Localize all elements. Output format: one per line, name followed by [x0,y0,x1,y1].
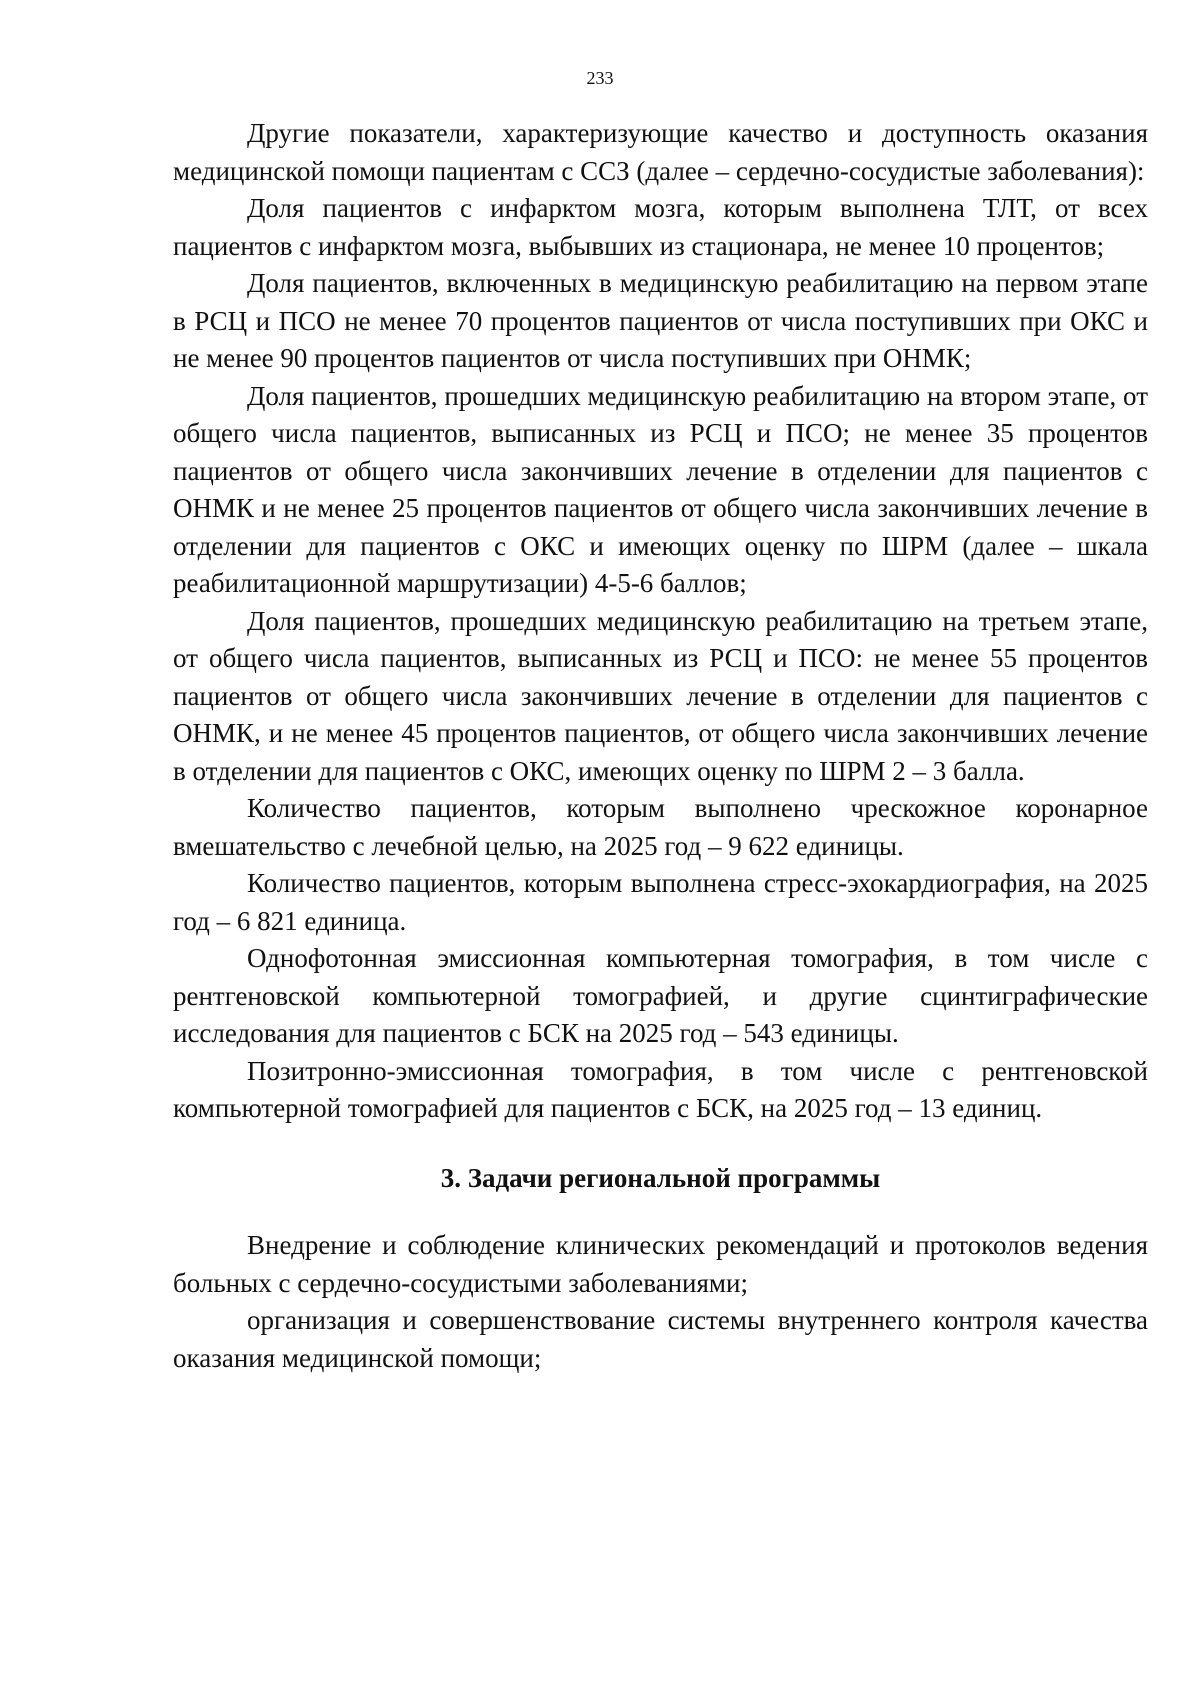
paragraph-rehab-stage-one: Доля пациентов, включенных в медицинскую реабилитацию на первом этапе в РСЦ и ПСО не менее 70 процентов пациентов от числа поступивших при ОКС и не менее 90 процентов пациентов от числа поступивших при ОНМК; [173,268,1148,373]
paragraph-rehab-stage-three: Доля пациентов, прошедших медицинскую реабилитацию на третьем этапе, от общего числа пациентов, выписанных из РСЦ и ПСО: не менее 55 процентов пациентов от общего числа закончивших лечение в отделении для пациентов с ОНМК, и не менее 45 процентов пациентов, от общего числа закончивших лечение в отделении для пациентов с ОКС, имеющих оценку по ШРМ 2 – 3 балла. [173,605,1148,786]
paragraph-stress-echo-count: Количество пациентов, которым выполнена стресс-эхокардиография, на 2025 год – 6 821 единица. [173,868,1148,936]
paragraph-rehab-stage-two: Доля пациентов, прошедших медицинскую реабилитацию на втором этапе, от общего числа пациентов, выписанных из РСЦ и ПСО; не менее 35 процентов пациентов от общего числа закончивших лечение в отделении для пациентов с ОНМК и не менее 25 процентов пациентов от общего числа закончивших лечение в отделении для пациентов с ОКС и имеющих оценку по ШРМ (далее – шкала реабилитационной маршрутизации) 4-5-6 баллов; [173,380,1148,598]
section-heading: 3. Задачи региональной программы [440,1162,881,1193]
paragraph-tlt-share: Доля пациентов с инфарктом мозга, которым выполнена ТЛТ, от всех пациентов с инфарктом мозга, выбывших из стационара, не менее 10 процентов; [173,193,1148,261]
page-number: 233 [586,68,614,88]
paragraph-other-indicators: Другие показатели, характеризующие качество и доступность оказания медицинской помощи пациентам с ССЗ (далее – сердечно-сосудистые заболевания): [173,118,1148,186]
paragraph-spect-count: Однофотонная эмиссионная компьютерная томография, в том числе с рентгеновской компьютерной томографией, и другие сцинтиграфические исследования для пациентов с БСК на 2025 год – 543 единицы. [173,943,1148,1048]
document-body [173,115,1148,1377]
paragraph-task-internal-control: организация и совершенствование системы внутреннего контроля качества оказания медицинской помощи; [173,1305,1148,1373]
paragraph-pet-count: Позитронно-эмиссионная томография, в том числе с рентгеновской компьютерной томографией для пациентов с БСК, на 2025 год – 13 единиц. [173,1055,1148,1123]
paragraph-task-clinical-guidelines: Внедрение и соблюдение клинических рекомендаций и протоколов ведения больных с сердечно-сосудистыми заболеваниями; [173,1230,1148,1298]
paragraph-pci-count: Количество пациентов, которым выполнено чрескожное коронарное вмешательство с лечебной целью, на 2025 год – 9 622 единицы. [173,793,1148,861]
